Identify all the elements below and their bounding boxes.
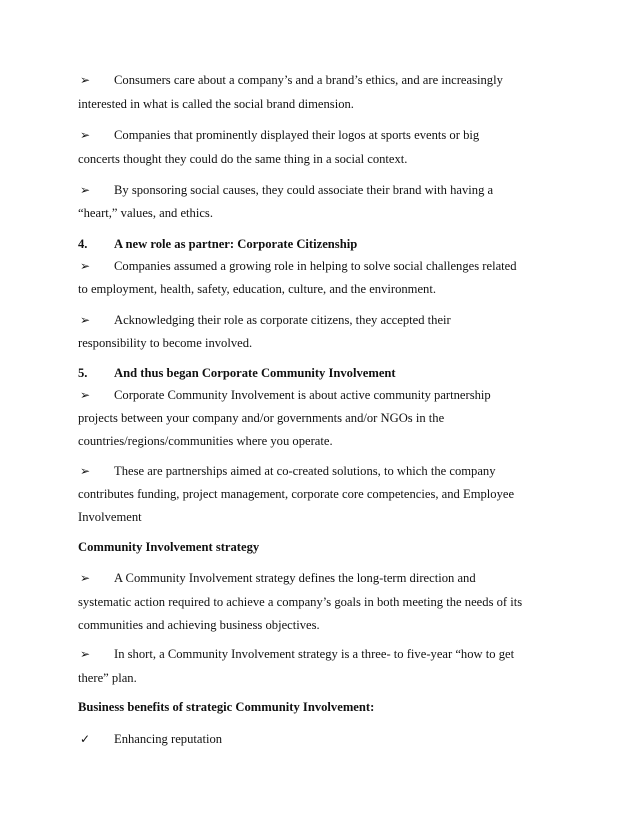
text-line: Consumers care about a company’s and a brand’s ethics, and are increasingly: [114, 73, 503, 87]
text-line: “heart,” values, and ethics.: [78, 206, 213, 220]
arrow-bullet-icon: ➢: [79, 571, 91, 585]
section-heading: Business benefits of strategic Community Involvement:: [78, 700, 375, 714]
text-line: These are partnerships aimed at co-created solutions, to which the company: [114, 464, 496, 478]
text-line: countries/regions/communities where you operate.: [78, 434, 333, 448]
list-item: Enhancing reputation: [114, 732, 223, 746]
arrow-bullet-icon: ➢: [79, 464, 91, 478]
arrow-bullet-icon: ➢: [79, 183, 91, 197]
arrow-bullet-icon: ➢: [79, 128, 91, 142]
text-line: systematic action required to achieve a company’s goals in both meeting the needs of its: [78, 595, 523, 609]
arrow-bullet-icon: ➢: [79, 313, 91, 327]
arrow-bullet-icon: ➢: [79, 647, 91, 661]
text-line: responsibility to become involved.: [78, 336, 253, 350]
section-heading: Community Involvement strategy: [78, 540, 260, 554]
text-line: A Community Involvement strategy defines the long-term direction and: [114, 571, 476, 585]
text-line: there” plan.: [78, 671, 137, 685]
checkmark-bullet-icon: ✓: [79, 732, 91, 746]
text-line: concerts thought they could do the same thing in a social context.: [78, 152, 408, 166]
text-line: Corporate Community Involvement is about active community partnership: [114, 388, 491, 402]
text-line: projects between your company and/or governments and/or NGOs in the: [78, 411, 445, 425]
section-number: 4.: [78, 237, 88, 251]
section-title: And thus began Corporate Community Involvement: [114, 366, 396, 380]
arrow-bullet-icon: ➢: [79, 73, 91, 87]
text-line: Companies assumed a growing role in helping to solve social challenges related: [114, 259, 517, 273]
arrow-bullet-icon: ➢: [79, 388, 91, 402]
text-line: Companies that prominently displayed their logos at sports events or big: [114, 128, 480, 142]
text-line: to employment, health, safety, education, culture, and the environment.: [78, 282, 436, 296]
text-line: Involvement: [78, 510, 142, 524]
section-title: A new role as partner: Corporate Citizenship: [114, 237, 358, 251]
arrow-bullet-icon: ➢: [79, 259, 91, 273]
text-line: interested in what is called the social brand dimension.: [78, 97, 354, 111]
text-line: communities and achieving business objectives.: [78, 618, 320, 632]
text-line: In short, a Community Involvement strategy is a three- to five-year “how to get: [114, 647, 515, 661]
section-number: 5.: [78, 366, 88, 380]
text-line: By sponsoring social causes, they could associate their brand with having a: [114, 183, 494, 197]
text-line: Acknowledging their role as corporate citizens, they accepted their: [114, 313, 451, 327]
text-line: contributes funding, project management, corporate core competencies, and Employee: [78, 487, 515, 501]
